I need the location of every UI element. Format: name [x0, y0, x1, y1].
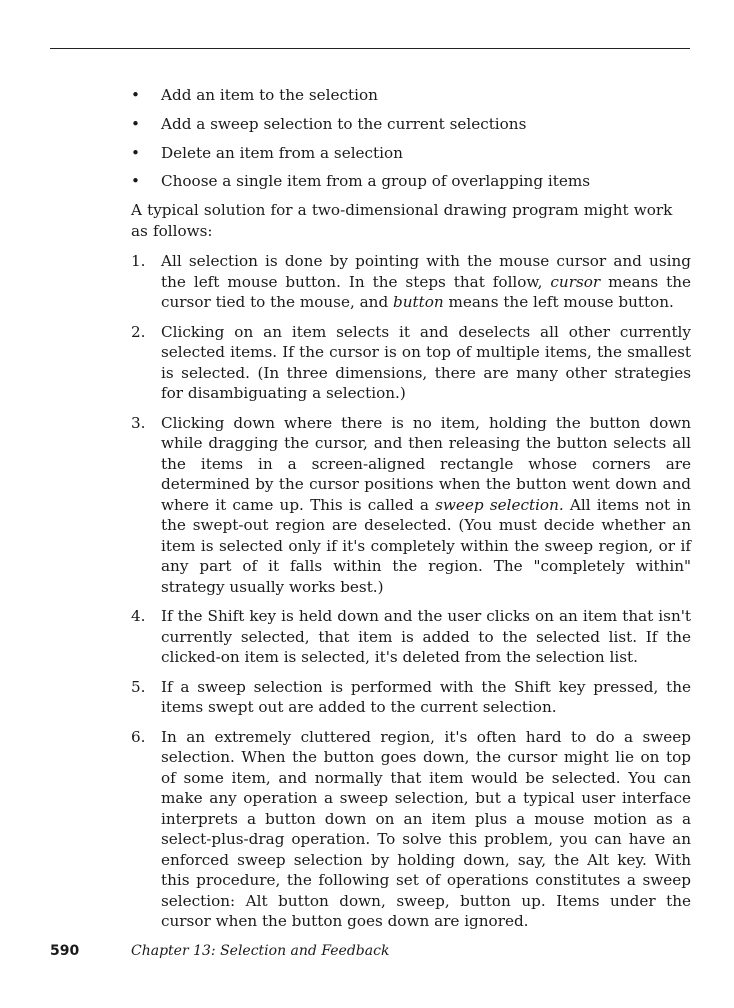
bullet-dot-icon: •	[131, 86, 140, 104]
step-text: All selection is done by pointing with the mouse cursor and using the left mouse button. In the steps that follow,	[161, 252, 691, 291]
step-text: means the left mouse button.	[443, 293, 674, 312]
step-item	[131, 322, 691, 404]
bullet-item	[131, 85, 691, 106]
bullet-dot-icon: •	[131, 172, 140, 191]
step-number: 5.	[131, 677, 146, 696]
step-text: If the Shift key is held down and the user clicks on an item that isn't currently selected, that item is added to the selected list. If the clicked-on item is selected, it's deleted from the selection list.	[161, 607, 691, 667]
step-item	[131, 251, 691, 313]
intro-paragraph: A typical solution for a two-dimensional drawing program might work as follows:	[131, 201, 673, 240]
bullet-text: Add a sweep selection to the current selections	[161, 114, 527, 133]
header-rule	[50, 48, 690, 49]
step-emphasis: sweep selection.	[435, 495, 564, 514]
bullet-dot-icon: •	[131, 114, 140, 133]
step-text: Clicking down where there is no item, holding the button down while dragging the cursor, and then releasing the button selects all the items in a screen-aligned rectangle whose corners are determined by the cursor positions when the button went down and where it came up. This is called a	[161, 413, 691, 514]
step-text: If a sweep selection is performed with the Shift key pressed, the items swept out are added to the current selection.	[161, 677, 691, 717]
step-item	[131, 413, 691, 598]
step-number: 4.	[131, 607, 146, 626]
step-text: In an extremely cluttered region, it's often hard to do a sweep selection. When the button goes down, the cursor might lie on top of some item, and normally that item would be selected. You can make any operation a sweep selection, but a typical user interface interprets a button down on an item plus a mouse motion as a select-plus-drag operation. To solve this problem, you can have an enforced sweep selection by holding down, say, the Alt key. With this procedure, the following set of operations constitutes a sweep selection: Alt button down, sweep, button up. Items under the cursor when the button goes down are ignored.	[161, 727, 691, 931]
step-number: 2.	[131, 322, 146, 341]
running-chapter-title: Chapter 13: Selection and Feedback	[131, 943, 390, 959]
step-text: Clicking on an item selects it and deselects all other currently selected items. If the cursor is on top of multiple items, the smallest is selected. (In three dimensions, there are many other strategies for disambiguating a selection.)	[161, 322, 691, 403]
step-number: 3.	[131, 413, 146, 432]
step-number: 1.	[131, 252, 146, 271]
bullet-item	[131, 114, 691, 135]
step-text: All items not in the swept-out region are deselected. (You must decide whether an item is selected only if it's completely within the sweep region, or if any part of it falls within the region. The "completely within" strategy usually works best.)	[161, 495, 691, 596]
page-footer	[50, 943, 690, 963]
step-emphasis: cursor	[550, 272, 601, 291]
bullet-list	[131, 85, 691, 192]
bullet-text: Add an item to the selection	[161, 86, 378, 104]
bullet-text: Choose a single item from a group of overlapping items	[161, 172, 591, 191]
bullet-dot-icon: •	[131, 143, 140, 162]
step-item	[131, 606, 691, 668]
step-item	[131, 677, 691, 718]
step-number: 6.	[131, 727, 146, 746]
bullet-item	[131, 143, 691, 164]
step-item	[131, 727, 691, 932]
bullet-item	[131, 171, 691, 192]
bullet-text: Delete an item from a selection	[161, 143, 403, 162]
step-text: means the cursor tied to the mouse, and	[161, 272, 691, 312]
step-emphasis: button	[393, 293, 444, 312]
page-body	[131, 85, 691, 941]
steps-list	[131, 251, 691, 932]
page-number: 590	[50, 943, 80, 959]
